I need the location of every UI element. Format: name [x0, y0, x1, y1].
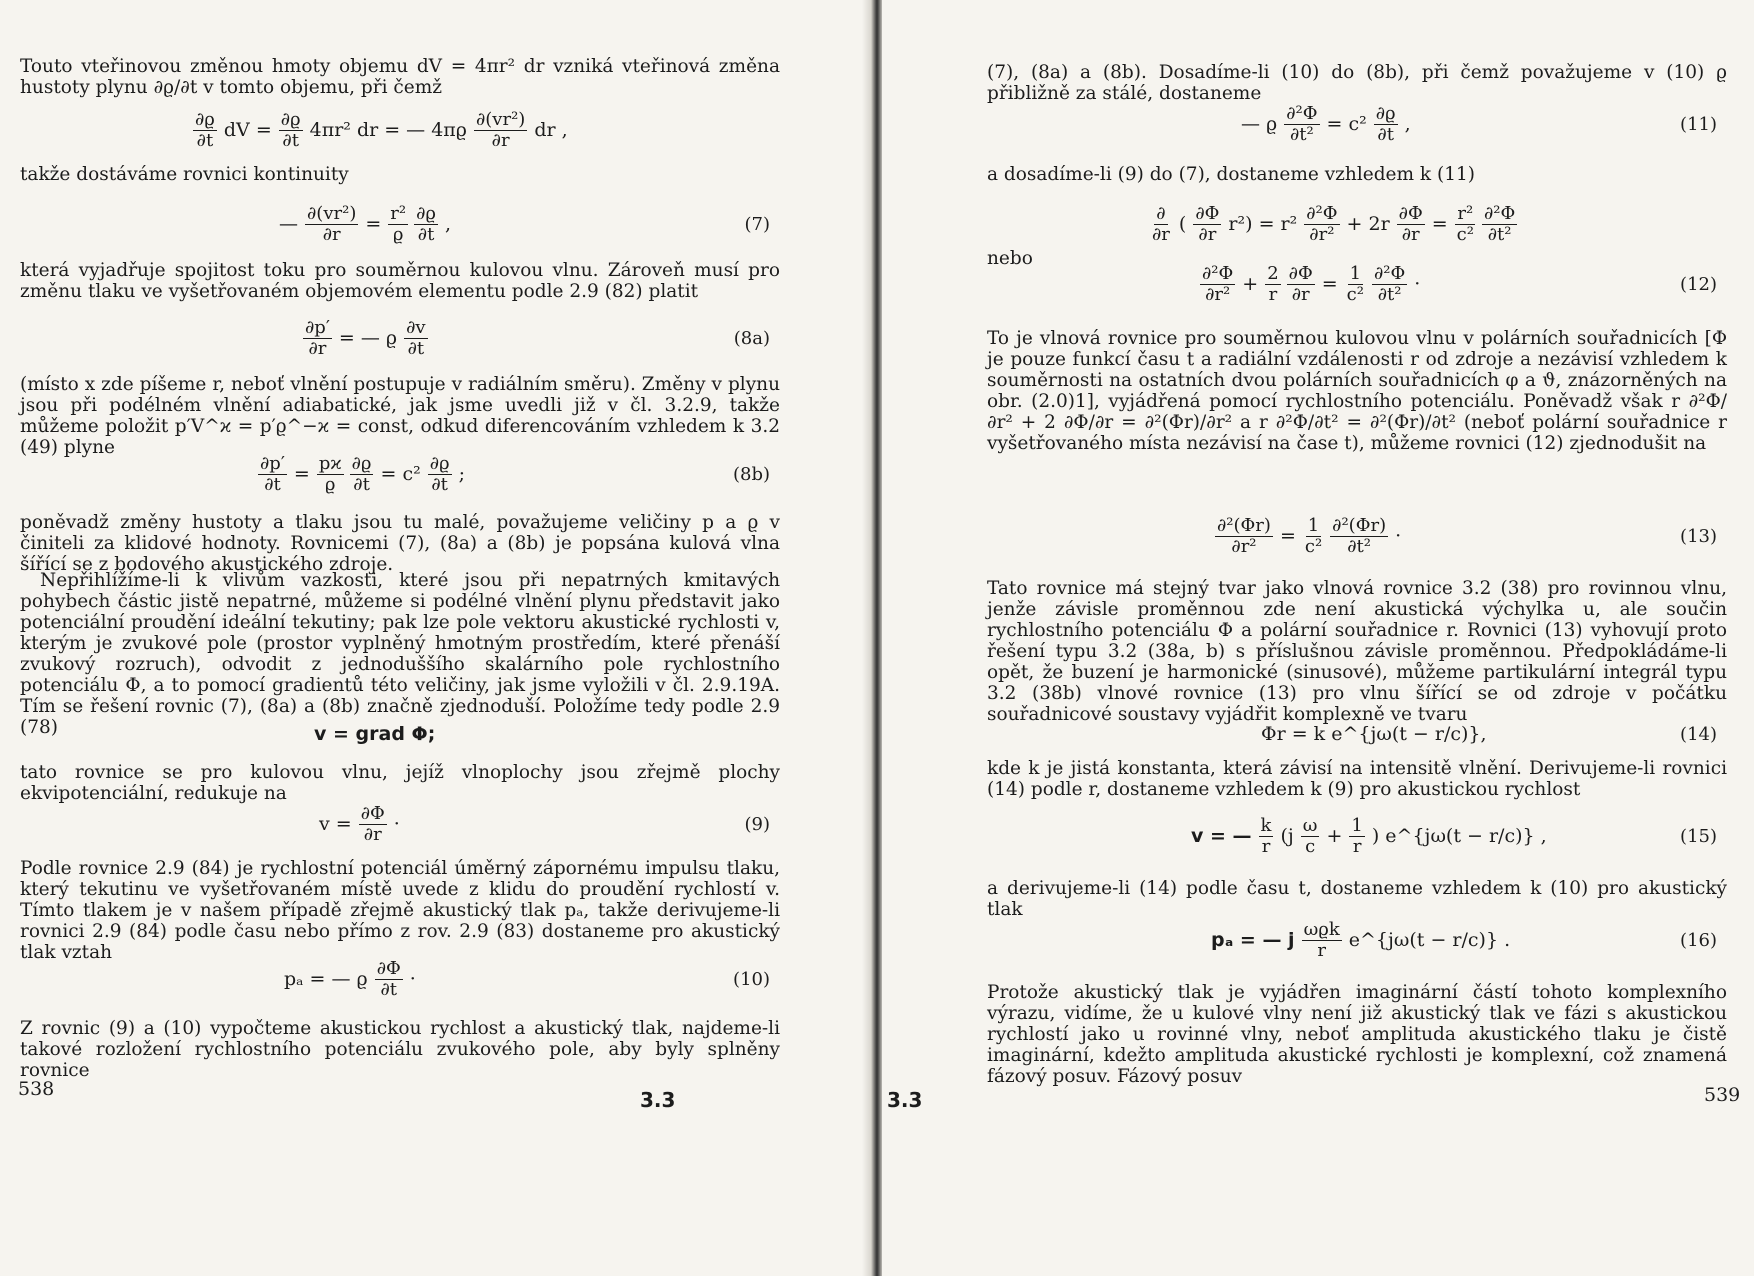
paragraph: takže dostáváme rovnici kontinuity [20, 164, 349, 185]
paragraph: Protože akustický tlak je vyjádřen imaginární částí tohoto komplexního výrazu, vidíme, že u kulové vlny není již akustický tlak ve fázi s akustickou rychlostí jako u rovinné vlny, neboť amplituda akustického tlaku je čistě imaginární, kdežto amplituda akustické rychlosti je komplexní, což znamená fázový posuv. Fázový posuv [987, 982, 1727, 1087]
paragraph: kde k je jistá konstanta, která závisí na intensitě vlnění. Derivujeme-li rovnici (14) podle r, dostaneme vzhledem k (9) pro akustickou rychlost [987, 758, 1727, 800]
equation-15: v = — $\frac{k}{r}$ (j $\frac{\omega}{c}$ + $\frac{1}{r}$ ) e^{jω(t − r/c)} , (15) [1191, 814, 1717, 857]
equation-number: (13) [1680, 526, 1717, 547]
equation-grad: v = grad Φ; [314, 723, 436, 745]
equation-number: (11) [1680, 114, 1717, 135]
paragraph: poněvadž změny hustoty a tlaku jsou tu malé, považujeme veličiny p a ϱ v činiteli za klidové hodnoty. Rovnicemi (7), (8a) a (8b) je popsána kulová vlna šířící se z bodového akustického zdroje. [20, 512, 780, 575]
left-page [0, 0, 872, 1276]
equation-16: pₐ = — j $\frac{\text{ωϱk}}{r}$ e^{jω(t − r/c)} . (16) [1211, 918, 1717, 961]
equation-number: (10) [733, 969, 770, 990]
equation-number: (8a) [733, 328, 770, 349]
equation-number: (9) [744, 814, 770, 835]
page-number: 539 [1704, 1084, 1741, 1106]
section-number: 3.3 [640, 1088, 676, 1112]
paragraph: Tato rovnice má stejný tvar jako vlnová rovnice 3.2 (38) pro rovinnou vlnu, jenže závisle proměnnou zde není akustická výchylka u, ale součin rychlostního potenciálu Φ a polární souřadnice r. Rovnici (13) vyhovují proto řešení typu 3.2 (38a, b) s příslušnou závisle proměnnou. Předpokládáme-li opět, že buzení je harmonické (sinusové), můžeme partikulární integrál typu 3.2 (38b) vlnové rovnice (13) pro vlnu šířící se od zdroje v počátku souřadnicové soustavy vyjádřit komplexně ve tvaru [987, 578, 1727, 725]
equation-number: (7) [744, 214, 770, 235]
paragraph: která vyjadřuje spojitost toku pro souměrnou kulovou vlnu. Zároveň musí pro změnu tlaku ve vyšetřovaném objemovém elementu podle 2.9 (82) platit [20, 260, 780, 302]
paragraph: To je vlnová rovnice pro souměrnou kulovou vlnu v polárních souřadnicích [Φ je pouze funkcí času t a radiální vzdálenosti r od zdroje a nezávisí vzhledem k souměrnosti na ostatních dvou polárních souřadnicích φ a ϑ, znázorněných na obr. (2.0)1], vyjádřená pomocí rychlostního potenciálu. Poněvadž však r ∂²Φ/∂r² + 2 ∂Φ/∂r = ∂²(Φr)/∂r² a r ∂²Φ/∂t² = ∂²(Φr)/∂t² (neboť polární souřadnice r vyšetřovaného místa nezávisí na čase t), můžeme rovnici (12) zjednodušit na [987, 328, 1727, 454]
paragraph: (místo x zde píšeme r, neboť vlnění postupuje v radiálním směru). Změny v plynu jsou při podélném vlnění adiabatické, jak jsme uvedli již v čl. 3.2.9, takže můžeme položit p′V^ϰ = p′ϱ^−ϰ = const, odkud diferencováním vzhledem k 3.2 (49) plyne [20, 374, 780, 458]
page-number: 538 [18, 1078, 55, 1100]
paragraph: Touto vteřinovou změnou hmoty objemu dV = 4πr² dr vzniká vteřinová změna hustoty plynu ∂ϱ/∂t v tomto objemu, při čemž [20, 56, 780, 98]
equation-number: (14) [1680, 724, 1717, 745]
paragraph: Z rovnic (9) a (10) vypočteme akustickou rychlost a akustický tlak, najdeme-li takové rozložení rychlostního potenciálu zvukového pole, aby byly splněny rovnice [20, 1018, 780, 1081]
paragraph: a dosadíme-li (9) do (7), dostaneme vzhledem k (11) [987, 164, 1475, 185]
equation-13: $\frac{\text{∂²(Φr)}}{\text{∂r²}}$ = $\frac{1}{\text{c²}}$ $\frac{\text{∂²(Φr)}}{\text{∂t²}}$ · (13) [1217, 514, 1717, 557]
equation-10: pₐ = — ϱ $\frac{\partial\Phi}{\partial t}$ · (10) [284, 957, 770, 1000]
paragraph: a derivujeme-li (14) podle času t, dostaneme vzhledem k (10) pro akustický tlak [987, 878, 1727, 920]
equation-number: (15) [1680, 826, 1717, 847]
equation-12: $\frac{\text{∂²Φ}}{\text{∂r²}}$ + $\frac{2}{r}$ $\frac{\partial\Phi}{\partial r}$ = $\frac{1}{\text{c²}}$ $\frac{\text{∂²Φ}}{\text{∂t²}}$ · (12) [1202, 262, 1717, 305]
equation-14: Φr = k e^{jω(t − r/c)}, (14) [1261, 723, 1717, 745]
nebo-word: nebo [987, 248, 1033, 269]
equation-number: (8b) [732, 464, 770, 485]
equation: $\frac{\partial ϱ}{\partial t}$ dV = $\frac{\partial ϱ}{\partial t}$ 4πr² dr = — 4πϱ $\frac{\text{∂(vr²)}}{\partial r}$ dr , [195, 108, 568, 151]
paragraph: Nepřihlížíme-li k vlivům vazkosti, které jsou při nepatrných kmitavých pohybech částic jistě nepatrné, můžeme si podélné vlnění plynu představit jako potenciální proudění ideální tekutiny; pak lze pole vektoru akustické rychlosti v, kterým je zvukové pole (prostor vyplněný hmotným prostředím, které přenáší zvukový rozruch), odvodit z jednoduššího skalárního pole rychlostního potenciálu Φ, a to pomocí gradientů této veličiny, jak jsme vyložili v čl. 2.9.19A. Tím se řešení rovnic (7), (8a) a (8b) značně zjednoduší. Položíme tedy podle 2.9 (78) [20, 570, 780, 738]
equation-number: (16) [1680, 930, 1717, 951]
equation-8a: $\frac{\partial p'}{\partial r}$ = — ϱ $\frac{\partial v}{\partial t}$ (8a) [305, 316, 770, 359]
equation-11: — ϱ $\frac{\text{∂²Φ}}{\text{∂t²}}$ = c² $\frac{\partial ϱ}{\partial t}$ , (11) [1241, 102, 1717, 145]
equation-7: — $\frac{\text{∂(vr²)}}{\partial r}$ = $\frac{\text{r²}}{ϱ}$ $\frac{\partial ϱ}{\partial t}$ , (7) [279, 202, 770, 245]
equation-8b: $\frac{\partial p'}{\partial t}$ = $\frac{pϰ}{ϱ}$ $\frac{\partial ϱ}{\partial t}$ = c² $\frac{\partial ϱ}{\partial t}$ ; (8b) [260, 452, 770, 495]
paragraph: Podle rovnice 2.9 (84) je rychlostní potenciál úměrný zápornému impulsu tlaku, který tekutinu ve vyšetřovaném místě uvede z klidu do proudění rychlostí v. Tímto tlakem je v našem případě zřejmě akustický tlak pₐ, takže derivujeme-li rovnici 2.9 (84) podle času nebo přímo z rov. 2.9 (83) dostaneme pro akustický tlak vztah [20, 858, 780, 963]
section-number: 3.3 [887, 1088, 923, 1112]
right-page [882, 0, 1754, 1276]
equation-number: (12) [1680, 274, 1717, 295]
paragraph: tato rovnice se pro kulovou vlnu, jejíž vlnoplochy jsou zřejmě plochy ekvipotenciální, redukuje na [20, 762, 780, 804]
paragraph: (7), (8a) a (8b). Dosadíme-li (10) do (8b), při čemž považujeme v (10) ϱ přibližně za stálé, dostaneme [987, 62, 1727, 104]
equation-9: v = $\frac{\partial\Phi}{\partial r}$ · (9) [319, 802, 770, 845]
equation: $\frac{\partial}{\partial r}$ ( $\frac{\partial\Phi}{\partial r}$ r²) = r² $\frac{\text{∂²Φ}}{\text{∂r²}}$ + 2r $\frac{\partial\Phi}{\partial r}$ = $\frac{\text{r²}}{\text{c²}}$ $\frac{\text{∂²Φ}}{\text{∂t²}}$ [1152, 202, 1516, 245]
